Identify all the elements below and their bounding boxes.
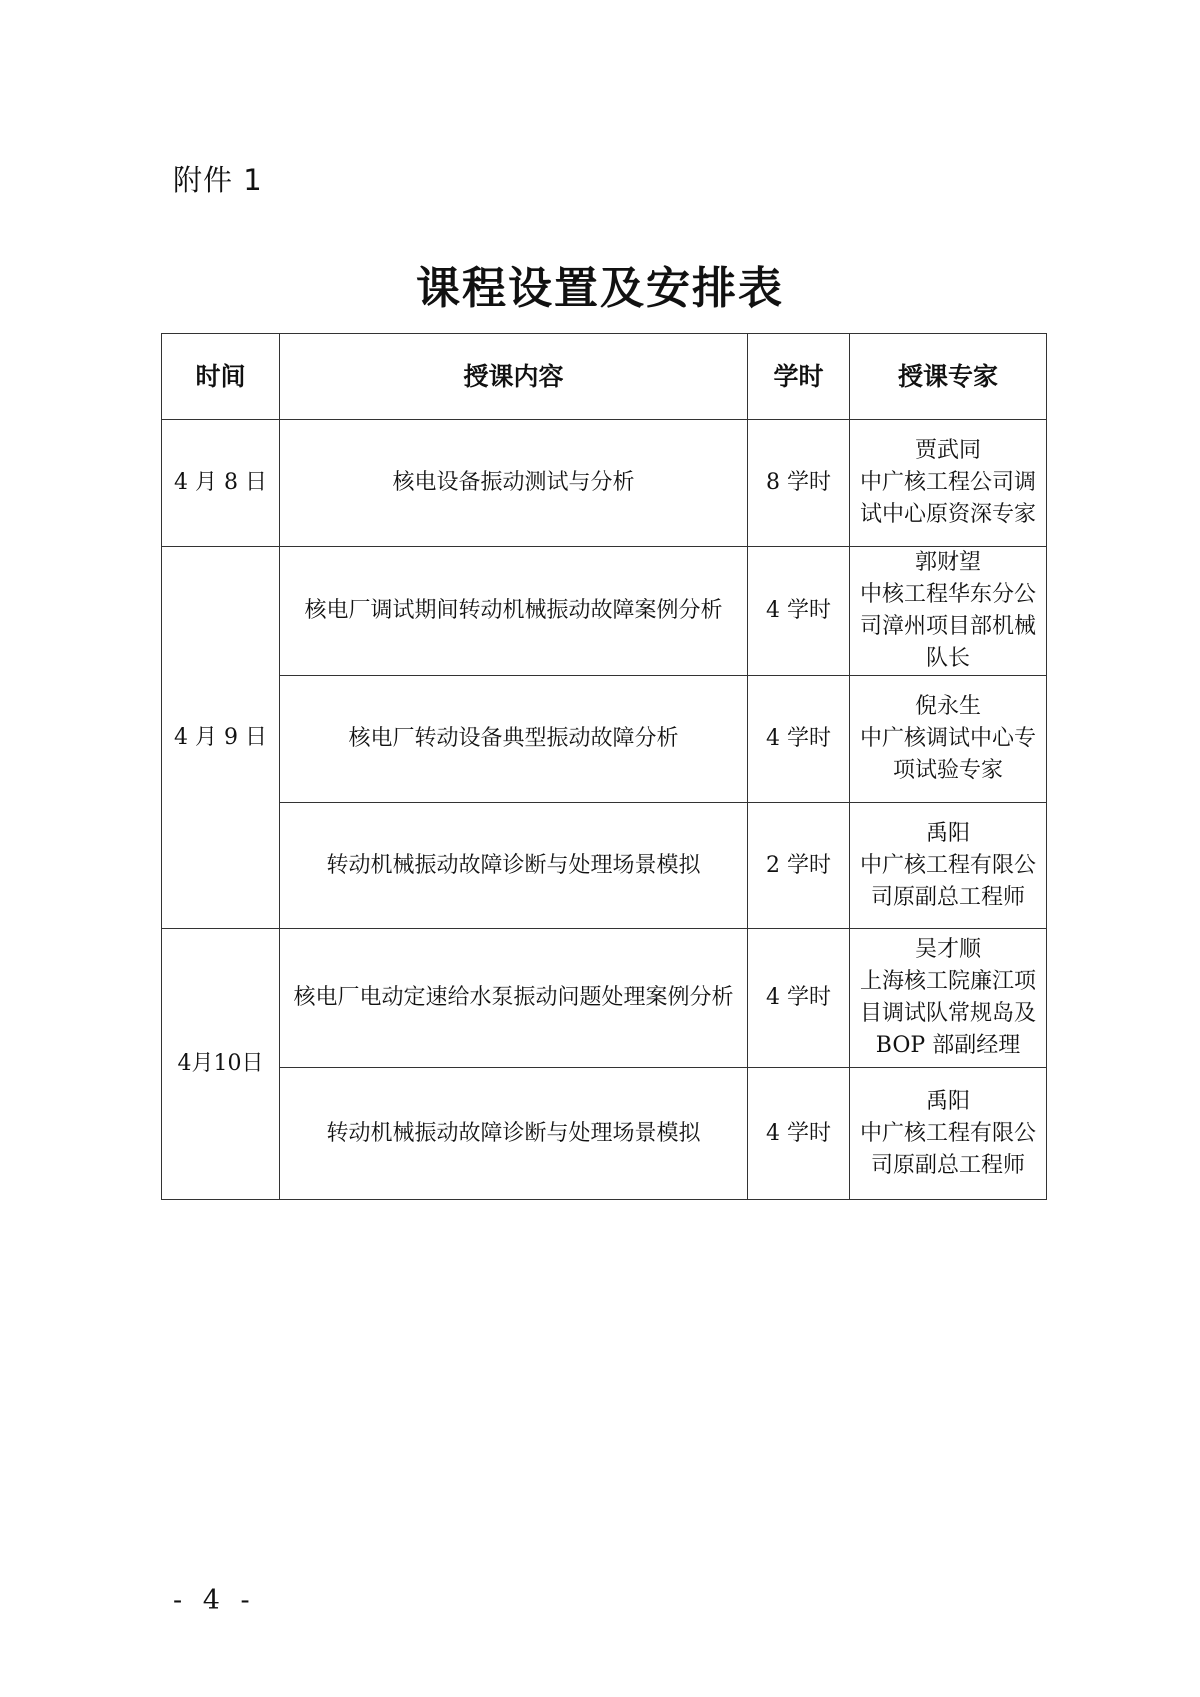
hours-cell: 4 学时 [748,1068,850,1200]
table-row [162,929,1047,1068]
date-cell: 4 月 9 日 [162,547,280,929]
date-cell: 4月10日 [162,929,280,1200]
header-expert: 授课专家 [850,334,1047,420]
content-cell: 转动机械振动故障诊断与处理场景模拟 [280,803,748,929]
header-content: 授课内容 [280,334,748,420]
table-row [162,1068,1047,1200]
expert-name: 倪永生 [914,694,981,719]
page-number: - 4 - [173,1585,256,1616]
expert-title: 中广核调试中心专项试验专家 [859,726,1036,783]
expert-name: 郭财望 [914,550,981,575]
table-row [162,676,1047,803]
expert-cell [850,420,1047,547]
expert-title: 中广核工程公司调试中心原资深专家 [859,470,1036,527]
hours-cell: 4 学时 [748,929,850,1068]
attachment-label: 附件 1 [173,163,263,197]
expert-cell [850,676,1047,803]
expert-title: 中广核工程有限公司原副总工程师 [859,852,1036,910]
expert-cell [850,1068,1047,1200]
content-cell: 核电厂转动设备典型振动故障分析 [280,676,748,803]
hours-cell: 2 学时 [748,803,850,929]
course-schedule-table [161,333,1047,1200]
hours-cell: 4 学时 [748,676,850,803]
table-row [162,547,1047,676]
header-time: 时间 [162,334,280,420]
expert-title: 上海核工院廉江项目调试队常规岛及 BOP 部副经理 [859,969,1036,1058]
expert-title: 中核工程华东分公司漳州项目部机械队长 [859,582,1036,671]
expert-cell [850,929,1047,1068]
table-row [162,803,1047,929]
content-cell: 转动机械振动故障诊断与处理场景模拟 [280,1068,748,1200]
date-cell: 4 月 8 日 [162,420,280,547]
hours-cell: 8 学时 [748,420,850,547]
expert-name: 吴才顺 [914,937,981,962]
expert-cell [850,803,1047,929]
content-cell: 核电设备振动测试与分析 [280,420,748,547]
header-hours: 学时 [748,334,850,420]
hours-cell: 4 学时 [748,547,850,676]
expert-name: 禹阳 [925,1088,970,1114]
table-row [162,420,1047,547]
table-header-row [162,334,1047,420]
content-cell: 核电厂电动定速给水泵振动问题处理案例分析 [280,929,748,1068]
expert-name: 贾武同 [914,438,981,463]
expert-title: 中广核工程有限公司原副总工程师 [859,1120,1036,1178]
expert-cell [850,547,1047,676]
document-title: 课程设置及安排表 [416,263,784,314]
expert-name: 禹阳 [925,820,970,846]
content-cell: 核电厂调试期间转动机械振动故障案例分析 [280,547,748,676]
